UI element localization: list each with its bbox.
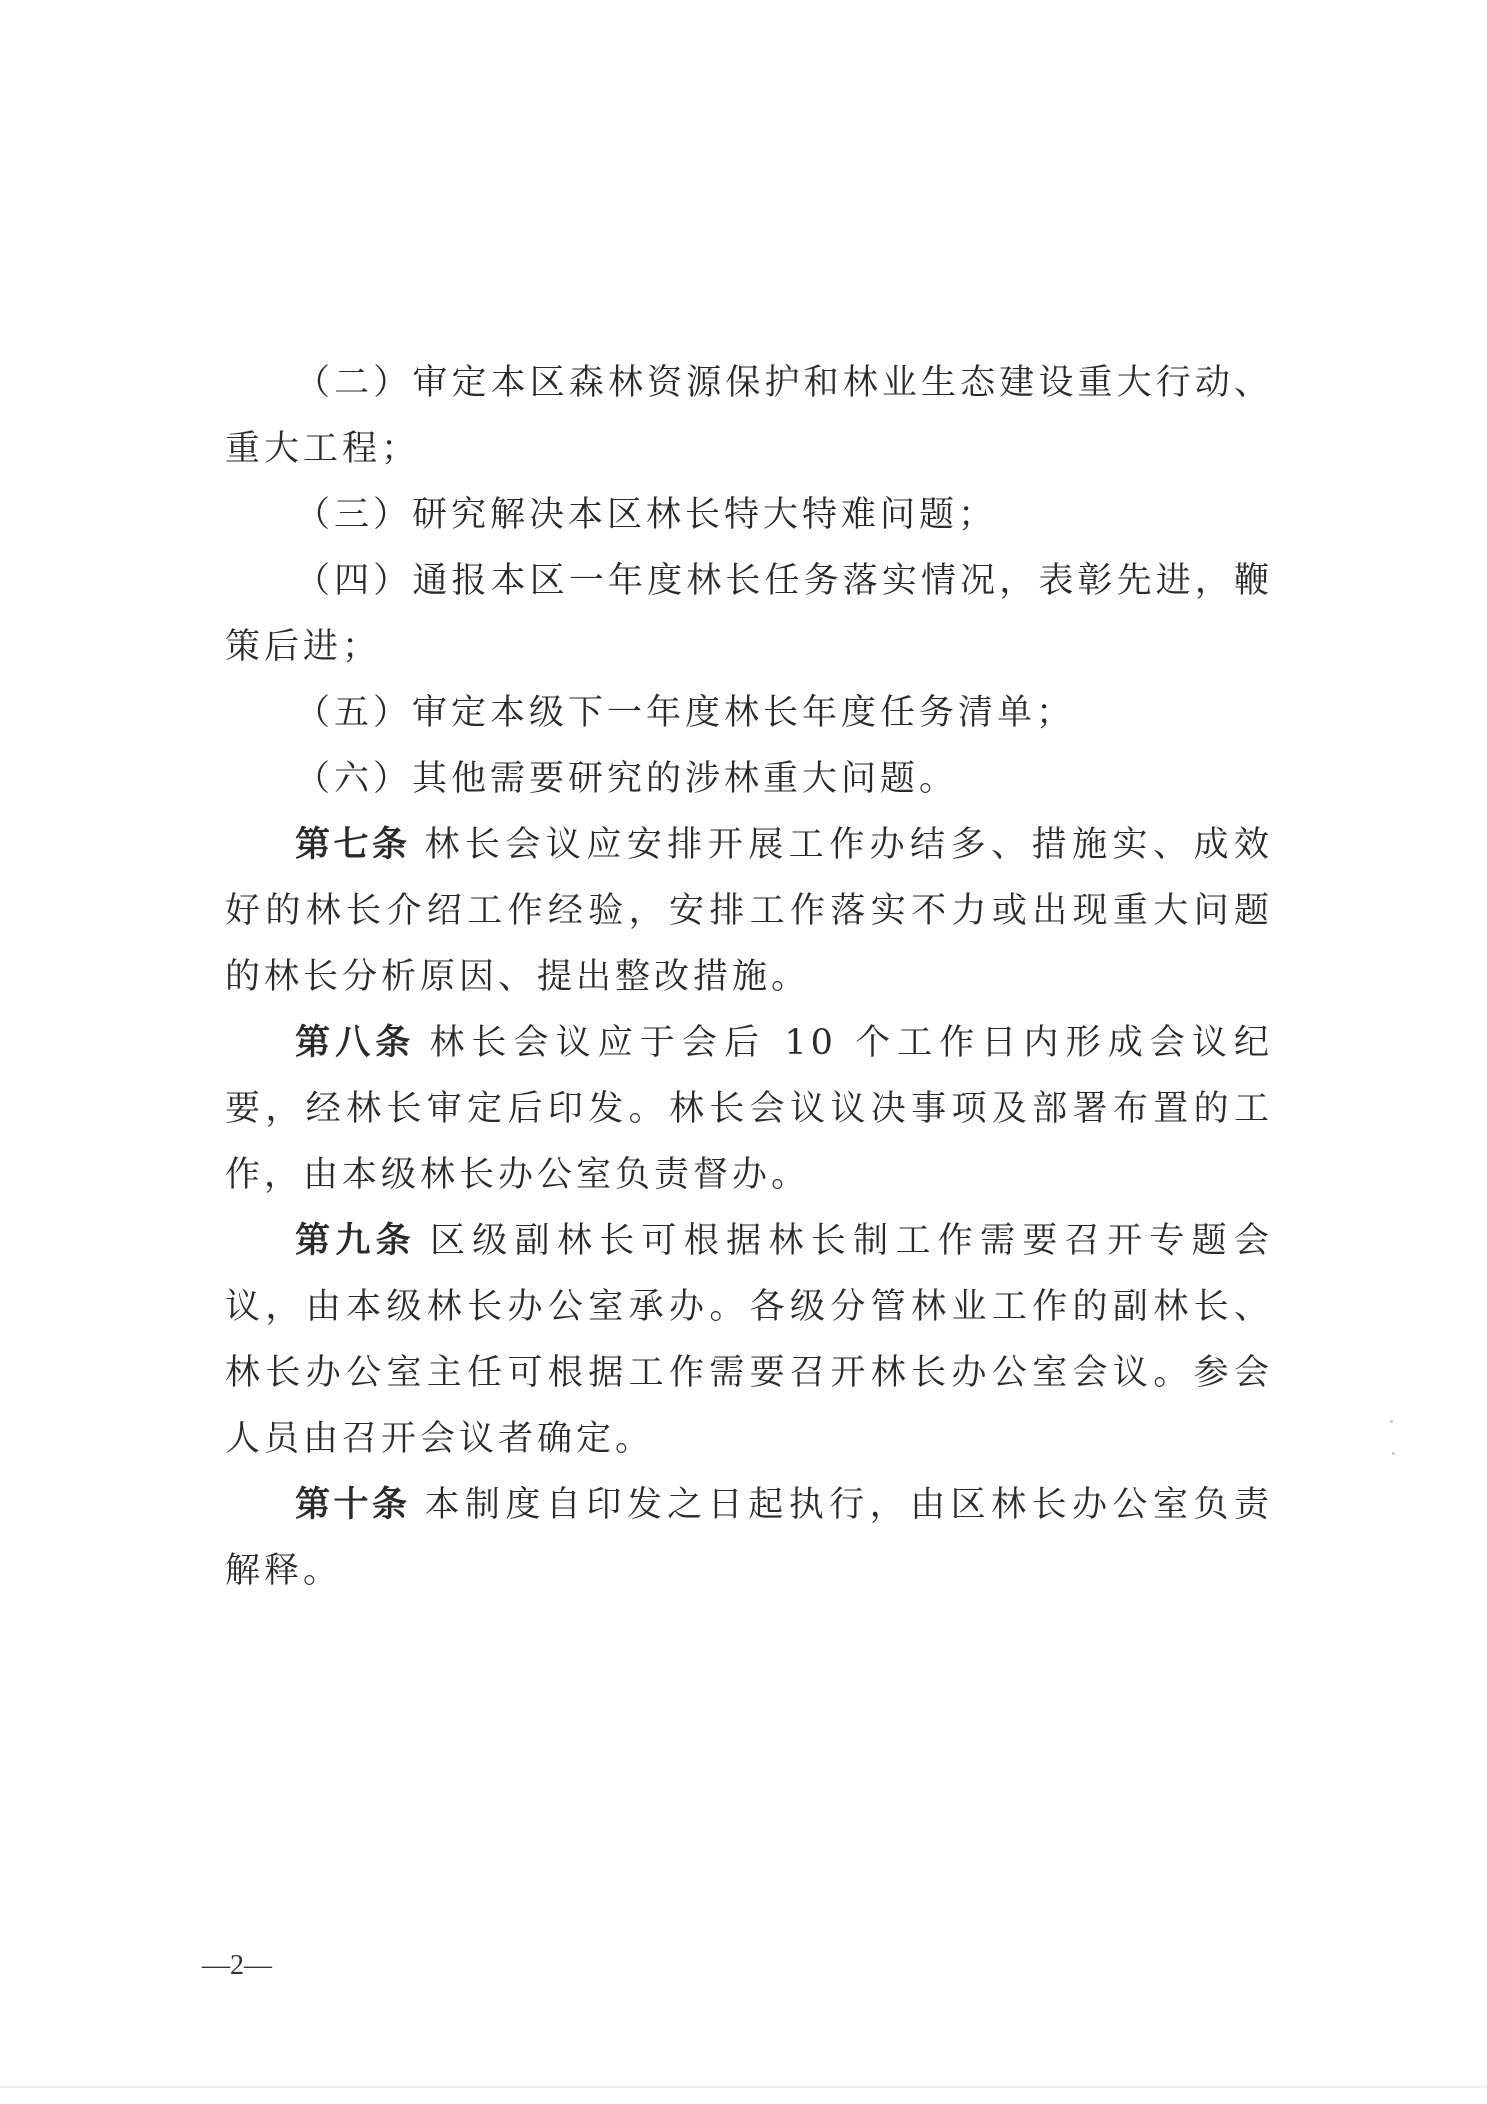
body-text — [225, 350, 1273, 1604]
clause-text: （四）通报本区一年度林长任务落实情况，表彰先进，鞭策后进； — [225, 561, 1273, 667]
clause-text: （三）研究解决本区林长特大特难问题； — [295, 495, 998, 535]
clause-2 — [225, 350, 1273, 482]
article-text: 区级副林长可根据林长制工作需要召开专题会议，由本级林长办公室承办。各级分管林业工作的副林长、林长办公室主任可根据工作需要召开林长办公室会议。参会人员由召开会议者确定。 — [225, 1221, 1273, 1459]
scan-speck — [1392, 1452, 1395, 1455]
scan-speck — [1390, 1420, 1393, 1423]
clause-4 — [225, 548, 1273, 680]
article-heading: 第十条 — [295, 1485, 411, 1525]
clause-text: （六）其他需要研究的涉林重大问题。 — [295, 759, 959, 799]
article-text: 林长会议应于会后 10 个工作日内形成会议纪要，经林长审定后印发。林长会议议决事项及部署布置的工作，由本级林长办公室负责督办。 — [225, 1023, 1273, 1195]
scan-edge-line — [0, 2086, 1487, 2088]
page-number: —2— — [202, 1950, 272, 1981]
article-text: 本制度自印发之日起执行，由区林长办公室负责解释。 — [225, 1485, 1273, 1591]
clause-text: （五）审定本级下一年度林长年度任务清单； — [295, 693, 1076, 733]
article-9 — [225, 1208, 1273, 1472]
article-8 — [225, 1010, 1273, 1208]
article-heading: 第九条 — [295, 1221, 416, 1261]
clause-5 — [225, 680, 1273, 746]
article-text: 林长会议应安排开展工作办结多、措施实、成效好的林长介绍工作经验，安排工作落实不力或出现重大问题的林长分析原因、提出整改措施。 — [225, 825, 1273, 997]
clause-3 — [225, 482, 1273, 548]
article-10 — [225, 1472, 1273, 1604]
clause-text: （二）审定本区森林资源保护和林业生态建设重大行动、重大工程； — [225, 363, 1273, 469]
clause-6 — [225, 746, 1273, 812]
article-7 — [225, 812, 1273, 1010]
article-heading: 第八条 — [295, 1023, 416, 1063]
article-heading: 第七条 — [295, 825, 411, 865]
